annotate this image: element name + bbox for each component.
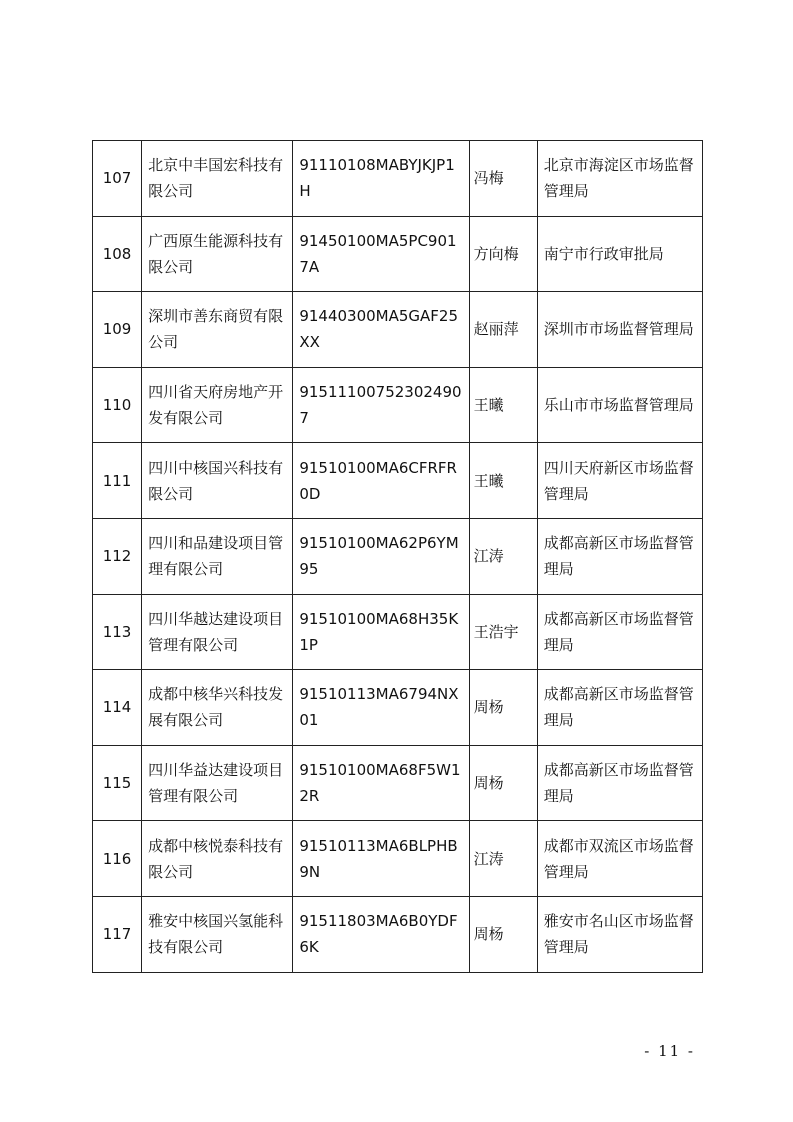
contact-person-cell: 江涛 xyxy=(469,518,537,594)
credit-code-cell: 91510100MA6CFRFR0D xyxy=(293,443,469,519)
credit-code-cell: 91510113MA6794NX01 xyxy=(293,670,469,746)
registration-authority-cell: 成都市双流区市场监督管理局 xyxy=(537,821,702,897)
contact-person-cell: 周杨 xyxy=(469,745,537,821)
row-number-cell: 114 xyxy=(93,670,142,746)
contact-person-cell: 周杨 xyxy=(469,896,537,972)
credit-code-cell: 91511803MA6B0YDF6K xyxy=(293,896,469,972)
contact-person-cell: 江涛 xyxy=(469,821,537,897)
company-name-cell: 成都中核悦泰科技有限公司 xyxy=(142,821,293,897)
row-number-cell: 113 xyxy=(93,594,142,670)
page-number: - 11 - xyxy=(644,1042,695,1060)
row-number-cell: 109 xyxy=(93,292,142,368)
table-row xyxy=(93,216,703,292)
company-name-cell: 四川华越达建设项目管理有限公司 xyxy=(142,594,293,670)
row-number-cell: 111 xyxy=(93,443,142,519)
registration-authority-cell: 南宁市行政审批局 xyxy=(537,216,702,292)
contact-person-cell: 王浩宇 xyxy=(469,594,537,670)
company-name-cell: 深圳市善东商贸有限公司 xyxy=(142,292,293,368)
table-row xyxy=(93,745,703,821)
table-row xyxy=(93,670,703,746)
table-row xyxy=(93,518,703,594)
contact-person-cell: 方向梅 xyxy=(469,216,537,292)
registration-authority-cell: 成都高新区市场监督管理局 xyxy=(537,670,702,746)
credit-code-cell: 91510100MA62P6YM95 xyxy=(293,518,469,594)
company-name-cell: 四川和品建设项目管理有限公司 xyxy=(142,518,293,594)
row-number-cell: 110 xyxy=(93,367,142,443)
table-row xyxy=(93,141,703,217)
credit-code-cell: 91510113MA6BLPHB9N xyxy=(293,821,469,897)
credit-code-cell: 91440300MA5GAF25XX xyxy=(293,292,469,368)
registration-authority-cell: 雅安市名山区市场监督管理局 xyxy=(537,896,702,972)
company-name-cell: 北京中丰国宏科技有限公司 xyxy=(142,141,293,217)
table-row xyxy=(93,367,703,443)
registration-authority-cell: 四川天府新区市场监督管理局 xyxy=(537,443,702,519)
table-row xyxy=(93,821,703,897)
company-name-cell: 四川省天府房地产开发有限公司 xyxy=(142,367,293,443)
credit-code-cell: 91510100MA68F5W12R xyxy=(293,745,469,821)
table-row xyxy=(93,896,703,972)
company-name-cell: 成都中核华兴科技发展有限公司 xyxy=(142,670,293,746)
company-name-cell: 雅安中核国兴氢能科技有限公司 xyxy=(142,896,293,972)
table-row xyxy=(93,443,703,519)
credit-code-cell: 915111007523024907 xyxy=(293,367,469,443)
contact-person-cell: 赵丽萍 xyxy=(469,292,537,368)
row-number-cell: 108 xyxy=(93,216,142,292)
company-name-cell: 四川中核国兴科技有限公司 xyxy=(142,443,293,519)
registration-authority-cell: 乐山市市场监督管理局 xyxy=(537,367,702,443)
table-body xyxy=(93,141,703,973)
registration-authority-cell: 深圳市市场监督管理局 xyxy=(537,292,702,368)
table-row xyxy=(93,292,703,368)
registration-authority-cell: 成都高新区市场监督管理局 xyxy=(537,745,702,821)
credit-code-cell: 91510100MA68H35K1P xyxy=(293,594,469,670)
row-number-cell: 116 xyxy=(93,821,142,897)
company-name-cell: 广西原生能源科技有限公司 xyxy=(142,216,293,292)
row-number-cell: 117 xyxy=(93,896,142,972)
table-row xyxy=(93,594,703,670)
row-number-cell: 112 xyxy=(93,518,142,594)
registration-authority-cell: 成都高新区市场监督管理局 xyxy=(537,594,702,670)
contact-person-cell: 冯梅 xyxy=(469,141,537,217)
credit-code-cell: 91110108MABYJKJP1H xyxy=(293,141,469,217)
contact-person-cell: 王曦 xyxy=(469,367,537,443)
credit-code-cell: 91450100MA5PC9017A xyxy=(293,216,469,292)
contact-person-cell: 周杨 xyxy=(469,670,537,746)
row-number-cell: 107 xyxy=(93,141,142,217)
row-number-cell: 115 xyxy=(93,745,142,821)
company-name-cell: 四川华益达建设项目管理有限公司 xyxy=(142,745,293,821)
contact-person-cell: 王曦 xyxy=(469,443,537,519)
registration-authority-cell: 成都高新区市场监督管理局 xyxy=(537,518,702,594)
registration-table xyxy=(92,140,703,973)
registration-authority-cell: 北京市海淀区市场监督管理局 xyxy=(537,141,702,217)
